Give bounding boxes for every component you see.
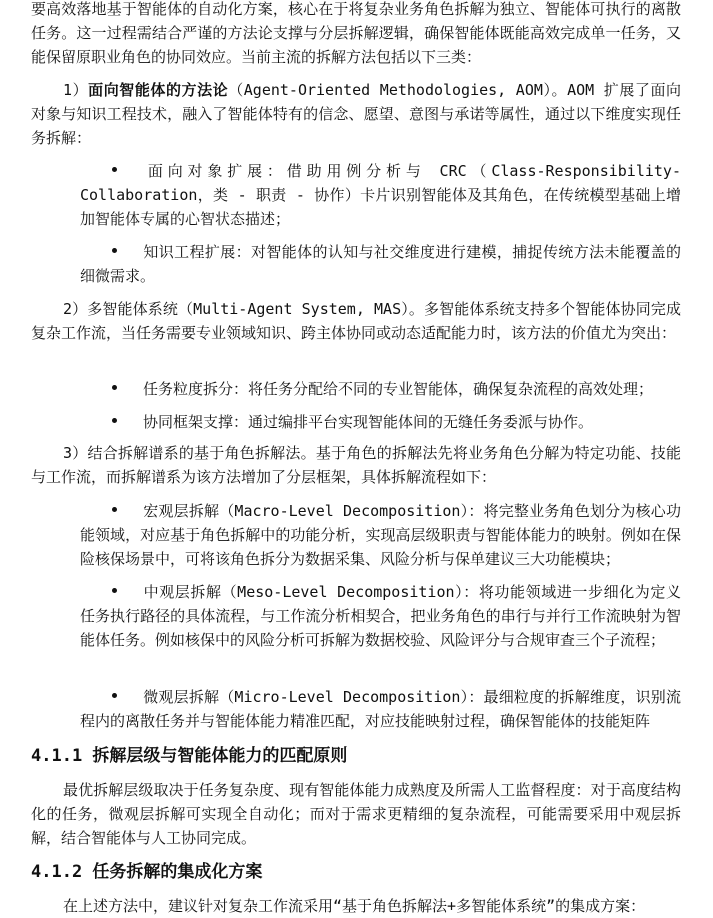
list-item: 宏观层拆解（Macro-Level Decomposition）：将完整业务角色划分为核心功能领域，对应基于角色拆解中的功能分析，实现高层级职责与智能体能力的映射。例如在保险核保场景中，可将该角色拆分为数据采集、风险分析与保单建议三大功能模块； [80,502,681,568]
method-3-paragraph: 3）结合拆解谱系的基于角色拆解法。基于角色的拆解法先将业务角色分解为特定功能、技能与工作流，而拆解谱系为该方法增加了分层框架，具体拆解流程如下： [31,444,681,486]
section-heading-4-1-1: 4.1.1 拆解层级与智能体能力的匹配原则 [31,746,348,766]
bullet-dot [112,693,117,698]
matching-principle-paragraph: 最优拆解层级取决于任务复杂度、现有智能体能力成熟度及所需人工监督程度：对于高度结构化的任务，微观层拆解可实现全自动化；而对于需求更精细的复杂流程，可能需要采用中观层拆解，结合智能体与人工协同完成。 [31,781,681,847]
method-1-paragraph [31,78,681,150]
list-item: 微观层拆解（Micro-Level Decomposition）：最细粒度的拆解维度，识别流程内的离散任务并与智能体能力精准匹配，对应技能映射过程，确保智能体的技能矩阵 [80,688,681,730]
method-2-paragraph: 2）多智能体系统（Multi-Agent System, MAS）。多智能体系统支持多个智能体协同完成复杂工作流，当任务需要专业领域知识、跨主体协同或动态适配能力时，该方法的价值尤为突出： [31,300,681,342]
list-item: 任务粒度拆分：将任务分配给不同的专业智能体，确保复杂流程的高效处理； [80,377,681,401]
bullet-dot [112,248,117,253]
list-item: 知识工程扩展：对智能体的认知与社交维度进行建模，捕捉传统方法未能覆盖的细微需求。 [80,243,681,285]
method-1-title: 面向智能体的方法论 [88,81,229,99]
list-item: 面向对象扩展：借助用例分析与 CRC（Class-Responsibility-Collaboration，类 - 职责 - 协作）卡片识别智能体及其角色，在传统模型基础上增加智能体专属的心智状态描述； [80,162,681,228]
list-item: 协同框架支撑：通过编排平台实现智能体间的无缝任务委派与协作。 [80,410,681,434]
method-1-text: （Agent-Oriented Methodologies, AOM）。AOM 扩展了面向对象与知识工程技术，融入了智能体特有的信念、愿望、意图与承诺等属性，通过以下维度实现任务拆解： [31,81,681,147]
bullet-dot [112,167,117,172]
bullet-dot [112,418,117,423]
bullet-dot [112,588,117,593]
bullet-dot [112,507,117,512]
list-item: 中观层拆解（Meso-Level Decomposition）：将功能领域进一步细化为定义任务执行路径的具体流程，与工作流分析相契合，把业务角色的串行与并行工作流映射为智能体任务。例如核保中的风险分析可拆解为数据校验、风险评分与合规审查三个子流程； [80,583,681,649]
method-1-number: 1） [63,81,89,99]
section-heading-4-1-2: 4.1.2 任务拆解的集成化方案 [31,862,263,882]
intro-paragraph: 要高效落地基于智能体的自动化方案，核心在于将复杂业务角色拆解为独立、智能体可执行的离散任务。这一过程需结合严谨的方法论支撑与分层拆解逻辑，确保智能体既能高效完成单一任务，又能保留原职业角色的协同效应。当前主流的拆解方法包括以下三类： [31,0,681,66]
integration-paragraph: 在上述方法中，建议针对复杂工作流采用“基于角色拆解法+多智能体系统”的集成方案： [63,897,646,915]
bullet-dot [112,385,117,390]
